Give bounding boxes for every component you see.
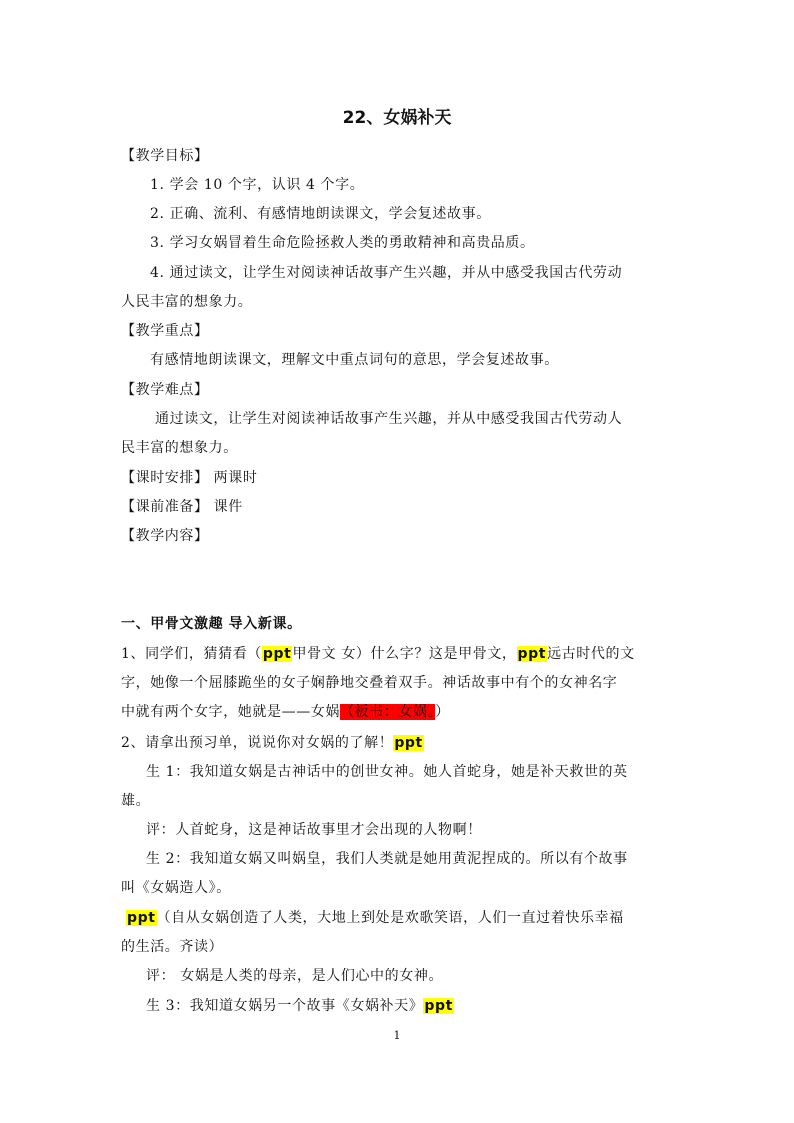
para1-line3-end: ） <box>435 704 450 720</box>
ppt-highlight: ppt <box>424 998 453 1014</box>
key-points-text: 有感情地朗读课文，理解文中重点词句的意思，学会复述故事。 <box>150 352 559 368</box>
preparation-line <box>121 497 681 517</box>
ppt-highlight: ppt <box>517 646 547 662</box>
objective-4-line1: 4. 通过读文，让学生对阅读神话故事产生兴趣，并从中感受我国古代劳动 <box>150 265 623 281</box>
preparation-label: 【课前准备】 <box>121 499 209 515</box>
objectives-header: 【教学目标】 <box>121 148 209 164</box>
para2-line <box>121 733 681 753</box>
objective-2: 2. 正确、流利、有感情地朗读课文，学会复述故事。 <box>150 206 491 222</box>
objective-3: 3. 学习女娲冒着生命危险拯救人类的勇敢精神和高贵品质。 <box>150 235 535 251</box>
blackboard-note-highlight: （板书：女娲。 <box>340 704 436 720</box>
para1-text-c: 远古时代的文 <box>547 646 635 662</box>
objective-4-line2: 人民丰富的想象力。 <box>121 294 253 310</box>
para1-text-b: 甲骨文 女）什么字？这是甲骨文， <box>292 646 517 662</box>
para3-line1 <box>126 908 686 928</box>
content-header: 【教学内容】 <box>121 528 209 544</box>
student2-line2: 叫《女娲造人》。 <box>121 880 231 896</box>
student1-line1: 生 1：我知道女娲是古神话中的创世女神。她人首蛇身，她是补天救世的英 <box>146 764 628 780</box>
difficulties-header: 【教学难点】 <box>121 382 209 398</box>
ppt-highlight: ppt <box>127 910 156 926</box>
schedule-value: 两课时 <box>213 470 258 486</box>
key-points-header: 【教学重点】 <box>121 323 209 339</box>
difficulties-line1: 通过读文，让学生对阅读神话故事产生兴趣，并从中感受我国古代劳动人 <box>155 411 623 427</box>
student2-line1: 生 2：我知道女娲又叫娲皇，我们人类就是她用黄泥捏成的。所以有个故事 <box>146 851 628 867</box>
difficulties-line2: 民丰富的想象力。 <box>121 440 238 456</box>
para1-line2: 字，她像一个屈膝跪坐的女子娴静地交叠着双手。神话故事中有个的女神名字 <box>121 675 618 691</box>
objective-1: 1. 学会 10 个字，认识 4 个字。 <box>150 177 365 193</box>
para1-line1 <box>121 644 681 664</box>
student3-text: 生 3：我知道女娲另一个故事《女娲补天》 <box>146 998 424 1014</box>
schedule-label: 【课时安排】 <box>121 470 209 486</box>
para3-line2: 的生活。齐读） <box>121 939 224 955</box>
para1-line3 <box>121 702 681 722</box>
section1-heading: 一、甲骨文激趣 导入新课。 <box>121 616 302 632</box>
ppt-highlight: ppt <box>394 735 423 751</box>
student3-line <box>146 996 706 1016</box>
ppt-highlight: ppt <box>262 646 292 662</box>
para1-text-a: 1、同学们，猜猜看（ <box>121 646 262 662</box>
comment2: 评： 女娲是人类的母亲，是人们心中的女神。 <box>146 968 444 984</box>
schedule-line <box>121 468 681 488</box>
para3-text: （自从女娲创造了人类，大地上到处是欢歌笑语，人们一直过着快乐幸福 <box>156 910 624 926</box>
para1-line3-text: 中就有两个女字，她就是——女娲 <box>121 704 340 720</box>
document-title: 22、女娲补天 <box>342 108 452 128</box>
student1-line2: 雄。 <box>121 793 151 809</box>
page-number: 1 <box>393 1029 401 1042</box>
para2-text: 2、请拿出预习单，说说你对女娲的了解！ <box>121 735 394 751</box>
preparation-value: 课件 <box>213 499 243 515</box>
comment1: 评：人首蛇身，这是神话故事里才会出现的人物啊！ <box>146 822 482 838</box>
